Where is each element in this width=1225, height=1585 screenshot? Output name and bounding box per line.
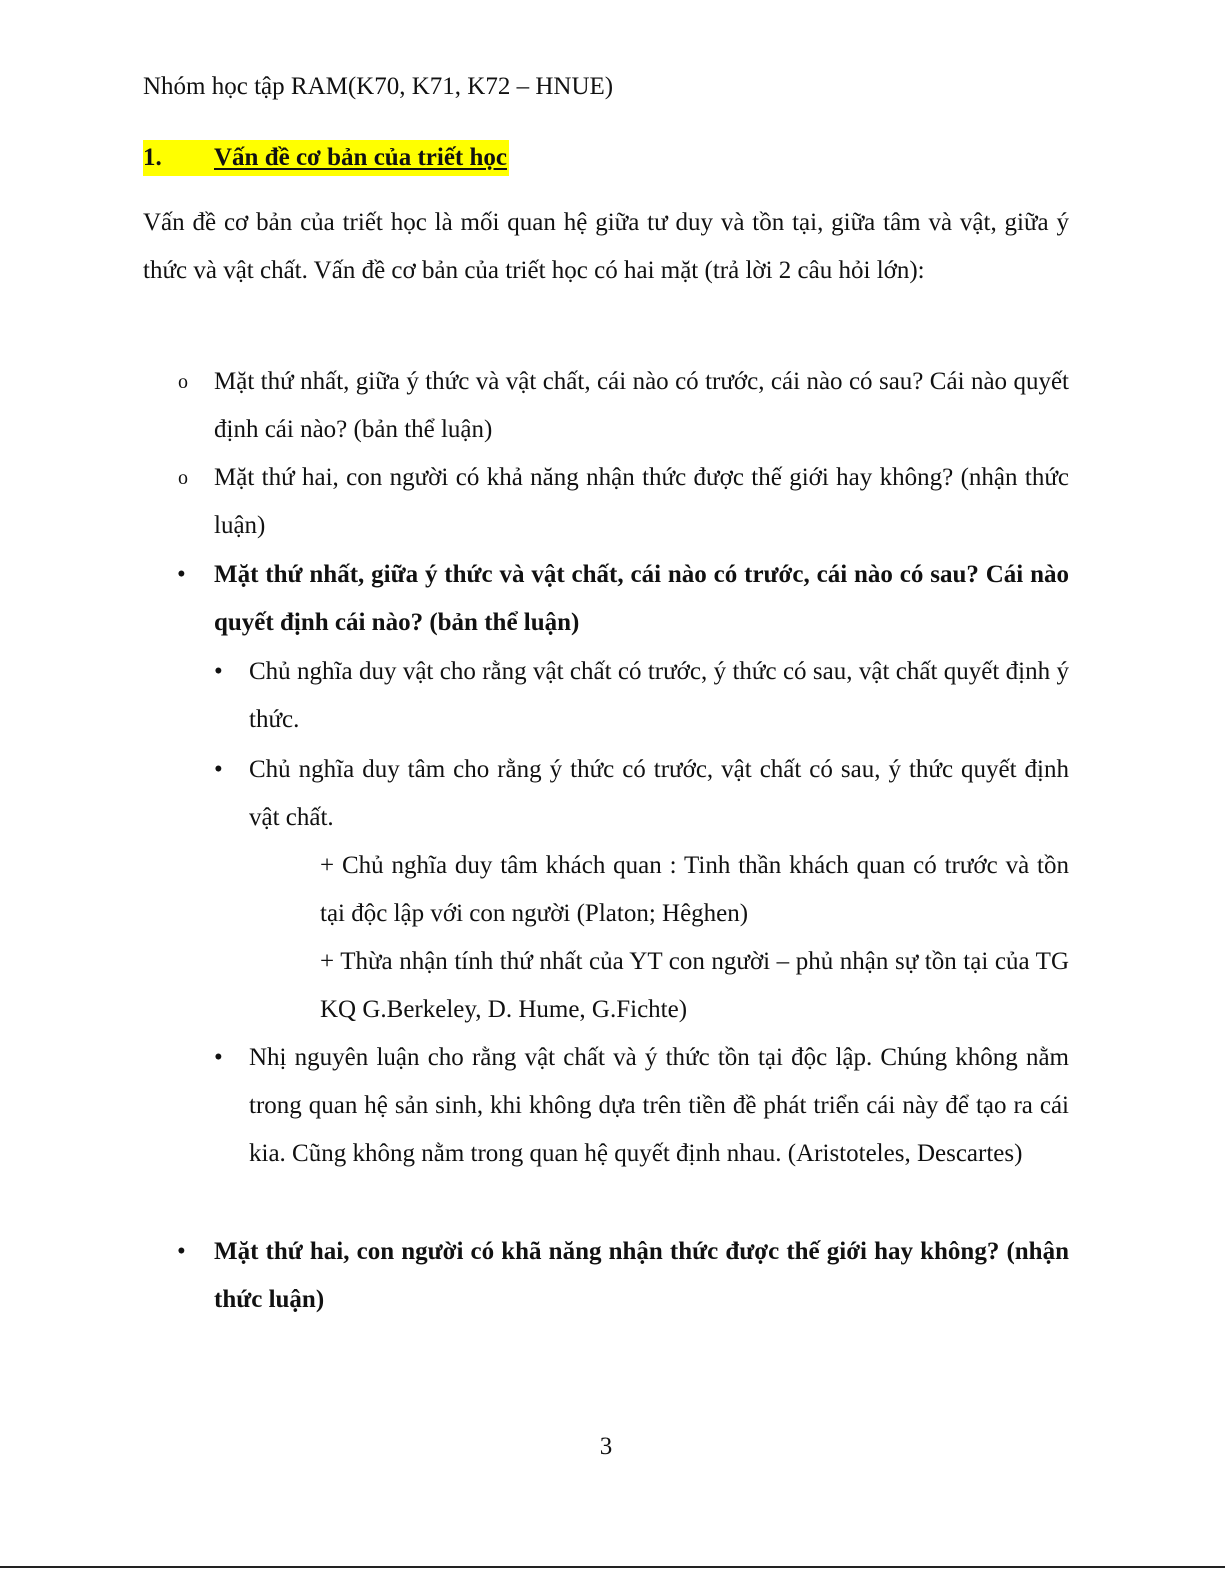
page-number: 3 bbox=[599, 1433, 613, 1460]
bullet-icon: • bbox=[214, 756, 223, 783]
intro-paragraph: Vấn đề cơ bản của triết học là mối quan hệ giữa tư duy và tồn tại, giữa tâm và vật, giữa ý thức và vật chất. Vấn đề cơ bản của triết học có hai mặt (trả lời 2 câu hỏi lớn): bbox=[143, 209, 1069, 284]
bold-item: Mặt thứ nhất, giữa ý thức và vật chất, cái nào có trước, cái nào có sau? Cái nào quyết định cái nào? (bản thể luận) bbox=[214, 561, 1069, 636]
page-divider bbox=[0, 1566, 1225, 1568]
circle-bullet-icon: o bbox=[178, 371, 188, 393]
circle-item: Mặt thứ hai, con người có khả năng nhận thức được thế giới hay không? (nhận thức luận) bbox=[214, 464, 1069, 539]
bullet-icon: • bbox=[177, 561, 186, 588]
bullet-icon: • bbox=[214, 658, 223, 685]
circle-item: Mặt thứ nhất, giữa ý thức và vật chất, cái nào có trước, cái nào có sau? Cái nào quyết định cái nào? (bản thể luận) bbox=[214, 368, 1069, 443]
section-heading bbox=[143, 140, 509, 176]
bold-item: Mặt thứ hai, con người có khã năng nhận thức được thế giới hay không? (nhận thức luận) bbox=[214, 1238, 1069, 1313]
circle-bullet-icon: o bbox=[178, 467, 188, 489]
sub-item: Chủ nghĩa duy tâm cho rằng ý thức có trước, vật chất có sau, ý thức quyết định vật chất. bbox=[249, 756, 1069, 831]
sub-item: Chủ nghĩa duy vật cho rằng vật chất có trước, ý thức có sau, vật chất quyết định ý thức. bbox=[249, 658, 1069, 733]
section-number: 1. bbox=[143, 144, 162, 171]
sub-item: Nhị nguyên luận cho rằng vật chất và ý thức tồn tại độc lập. Chúng không nằm trong quan hệ sản sinh, khi không dựa trên tiền đề phát triển cái này để tạo ra cái kia. Cũng không nằm trong quan hệ quyết định nhau. (Aristoteles, Descartes) bbox=[249, 1044, 1069, 1167]
bullet-icon: • bbox=[177, 1238, 186, 1265]
plus-item: + Thừa nhận tính thứ nhất của YT con người – phủ nhận sự tồn tại của TG KQ G.Berkeley, D. Hume, G.Fichte) bbox=[320, 948, 1069, 1023]
bullet-icon: • bbox=[214, 1044, 223, 1071]
page-header: Nhóm học tập RAM(K70, K71, K72 – HNUE) bbox=[143, 73, 614, 100]
section-title: Vấn đề cơ bản của triết học bbox=[214, 144, 507, 171]
plus-item: + Chủ nghĩa duy tâm khách quan : Tinh thần khách quan có trước và tồn tại độc lập với con người (Platon; Hêghen) bbox=[320, 852, 1069, 927]
